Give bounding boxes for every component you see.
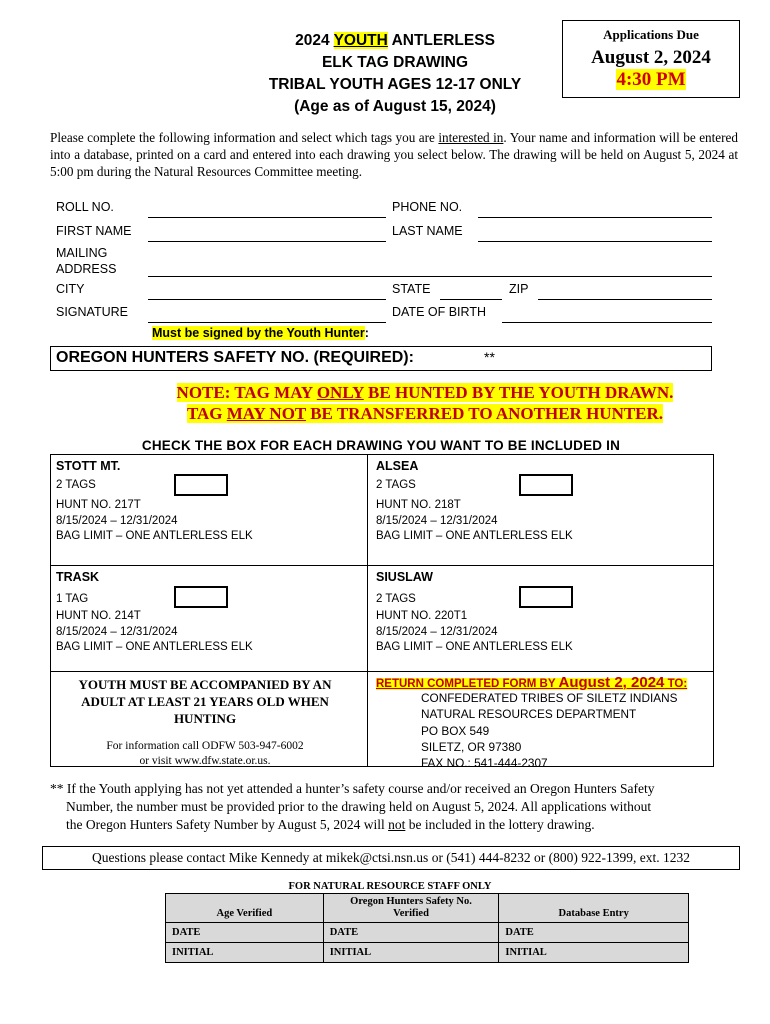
youth-note-line2: ADULT AT LEAST 21 YEARS OLD WHEN <box>81 694 329 709</box>
drawing-details-siuslaw <box>376 609 573 656</box>
youth-note-line1: YOUTH MUST BE ACCOMPANIED BY AN <box>78 677 332 692</box>
date-of-birth-label: DATE OF BIRTH <box>392 305 486 319</box>
note-line1-a: NOTE: TAG MAY <box>176 383 317 402</box>
note-line2-a: TAG <box>186 404 227 423</box>
grid-divider-row1 <box>51 565 713 566</box>
due-label: Applications Due <box>603 27 699 42</box>
staff-col-db: Database Entry <box>499 894 689 923</box>
due-date: August 2, 2024 <box>591 47 711 68</box>
hunters-safety-label: OREGON HUNTERS SAFETY NO. (REQUIRED): <box>56 349 414 366</box>
title-line1-suffix: ANTLERLESS <box>387 32 495 49</box>
hunters-safety-stars: ** <box>484 349 495 365</box>
footnote-line1: ** If the Youth applying has not yet attended a hunter’s safety course and/or received an Oregon Hunters Safety <box>50 781 655 796</box>
staff-date-age[interactable]: DATE <box>166 923 324 943</box>
checkbox-trask[interactable] <box>174 586 228 608</box>
state-field[interactable] <box>440 299 502 300</box>
transfer-note <box>120 382 730 424</box>
intro-part1: Please complete the following information and select which tags you are <box>50 130 439 145</box>
last-name-field[interactable] <box>478 241 712 242</box>
due-time: 4:30 PM <box>616 69 686 90</box>
applications-due-box <box>562 20 740 98</box>
staff-initial-db[interactable]: INITIAL <box>499 943 689 963</box>
drawing-name-trask: TRASK <box>56 570 100 584</box>
first-name-field[interactable] <box>148 241 386 242</box>
signature-field[interactable] <box>148 322 386 323</box>
footnote-line3-underline: not <box>388 817 406 832</box>
footnote <box>50 780 740 834</box>
title-line4: (Age as of August 15, 2024) <box>294 98 496 115</box>
title-line1-prefix: 2024 <box>295 32 334 49</box>
staff-only-heading: FOR NATURAL RESOURCE STAFF ONLY <box>288 881 492 892</box>
drawing-bag-alsea: BAG LIMIT – ONE ANTLERLESS ELK <box>376 530 573 542</box>
staff-initial-ohs[interactable]: INITIAL <box>323 943 499 963</box>
last-name-label: LAST NAME <box>392 224 463 238</box>
signed-note-colon: : <box>364 326 369 340</box>
city-field[interactable] <box>148 299 386 300</box>
return-heading-to: TO: <box>664 678 688 690</box>
return-address-line1: CONFEDERATED TRIBES OF SILETZ INDIANS <box>421 691 678 705</box>
signed-note-text: Must be signed by the Youth Hunter <box>152 326 365 340</box>
first-name-label: FIRST NAME <box>56 224 132 238</box>
drawing-details-alsea <box>376 498 573 545</box>
contact-info: Questions please contact Mike Kennedy at mikek@ctsi.nsn.us or (541) 444-8232 or (800) 922-1399, ext. 1232 <box>42 846 740 870</box>
drawing-name-siuslaw: SIUSLAW <box>376 570 433 584</box>
return-heading-date: August 2, 2024 <box>558 674 665 691</box>
staff-col-ohs <box>323 894 499 923</box>
drawing-dates-stott: 8/15/2024 – 12/31/2024 <box>56 514 178 527</box>
drawing-tags-stott: 2 TAGS <box>56 479 96 491</box>
intro-paragraph <box>50 129 738 180</box>
zip-label: ZIP <box>509 282 529 296</box>
drawing-name-alsea: ALSEA <box>376 459 419 473</box>
drawing-bag-siuslaw: BAG LIMIT – ONE ANTLERLESS ELK <box>376 641 573 653</box>
return-address-line4: SILETZ, OR 97380 <box>421 739 522 754</box>
note-line2-underline: MAY NOT <box>226 404 306 423</box>
drawing-bag-trask: BAG LIMIT – ONE ANTLERLESS ELK <box>56 641 253 653</box>
phone-no-field[interactable] <box>478 217 712 218</box>
odfw-website[interactable]: or visit www.dfw.state.or.us. <box>139 755 271 767</box>
return-address-line2: NATURAL RESOURCES DEPARTMENT <box>421 707 637 722</box>
intro-underlined: interested in <box>438 130 504 145</box>
drawing-dates-siuslaw: 8/15/2024 – 12/31/2024 <box>376 625 498 638</box>
note-line1-b: BE HUNTED BY THE YOUTH DRAWN. <box>363 383 674 402</box>
odfw-phone: For information call ODFW 503-947-6002 <box>106 740 304 752</box>
drawing-bag-stott: BAG LIMIT – ONE ANTLERLESS ELK <box>56 530 253 542</box>
return-address-line3: PO BOX 549 <box>421 723 490 738</box>
footnote-line3-a: the Oregon Hunters Safety Number by August 5, 2024 will <box>66 817 389 832</box>
drawing-hunt-siuslaw: HUNT NO. 220T1 <box>376 610 468 622</box>
youth-accompaniment-note <box>60 676 350 727</box>
form-title <box>230 30 560 118</box>
mailing-address-label <box>56 245 116 277</box>
mailing-address-label-1: MAILING <box>56 246 108 260</box>
staff-col-age: Age Verified <box>166 894 324 923</box>
intro-part2: . Your name and information will be entered into a database, printed on a card and entered into each drawing you select below. The drawing will be held on August 5, 2024 at 5:00 pm during the Natural Resources Committee meeting. <box>50 130 738 179</box>
drawing-details-trask <box>56 609 253 656</box>
phone-no-label: PHONE NO. <box>392 200 463 214</box>
staff-col-ohs-line2: Verified <box>393 908 429 919</box>
roll-no-label: ROLL NO. <box>56 200 114 214</box>
signed-note <box>152 326 369 340</box>
drawing-tags-alsea: 2 TAGS <box>376 479 416 491</box>
grid-divider-vertical <box>367 455 368 767</box>
return-heading <box>376 674 687 691</box>
drawing-details-stott <box>56 498 253 545</box>
footnote-line3-b: be included in the lottery drawing. <box>405 817 595 832</box>
drawing-hunt-trask: HUNT NO. 214T <box>56 610 141 622</box>
staff-table <box>165 893 689 963</box>
return-heading-text: RETURN COMPLETED FORM BY <box>376 678 559 690</box>
staff-date-ohs[interactable]: DATE <box>323 923 499 943</box>
title-highlight-youth: YOUTH <box>333 32 388 49</box>
checkbox-stott[interactable] <box>174 474 228 496</box>
checkbox-alsea[interactable] <box>519 474 573 496</box>
grid-divider-row2 <box>51 671 713 672</box>
title-line3: TRIBAL YOUTH AGES 12-17 ONLY <box>268 76 522 93</box>
check-box-heading: CHECK THE BOX FOR EACH DRAWING YOU WANT TO BE INCLUDED IN <box>141 438 621 453</box>
title-line2: ELK TAG DRAWING <box>321 54 469 71</box>
signature-label: SIGNATURE <box>56 305 128 319</box>
return-address <box>421 690 678 771</box>
note-line1-underline: ONLY <box>316 383 364 402</box>
drawing-hunt-alsea: HUNT NO. 218T <box>376 499 461 511</box>
drawing-tags-siuslaw: 2 TAGS <box>376 593 416 605</box>
footnote-line2: Number, the number must be provided prior to the drawing held on August 5, 2024. All applications without <box>66 799 652 814</box>
drawing-name-stott: STOTT MT. <box>56 459 121 473</box>
staff-initial-age[interactable]: INITIAL <box>166 943 324 963</box>
drawing-dates-trask: 8/15/2024 – 12/31/2024 <box>56 625 178 638</box>
staff-col-ohs-line1: Oregon Hunters Safety No. <box>350 896 472 907</box>
city-label: CITY <box>56 282 85 296</box>
return-fax: FAX NO.: 541-444-2307 <box>421 756 548 771</box>
state-label: STATE <box>392 282 431 296</box>
staff-date-db[interactable]: DATE <box>499 923 689 943</box>
drawing-dates-alsea: 8/15/2024 – 12/31/2024 <box>376 514 498 527</box>
zip-field[interactable] <box>538 299 712 300</box>
roll-no-field[interactable] <box>148 217 386 218</box>
odfw-info <box>60 739 350 769</box>
date-of-birth-field[interactable] <box>502 322 712 323</box>
mailing-address-label-2: ADDRESS <box>56 262 117 276</box>
youth-note-line3: HUNTING <box>173 711 237 726</box>
mailing-address-field[interactable] <box>148 276 712 277</box>
drawing-hunt-stott: HUNT NO. 217T <box>56 499 141 511</box>
drawing-tags-trask: 1 TAG <box>56 593 89 605</box>
note-line2-b: BE TRANSFERRED TO ANOTHER HUNTER. <box>305 404 664 423</box>
checkbox-siuslaw[interactable] <box>519 586 573 608</box>
